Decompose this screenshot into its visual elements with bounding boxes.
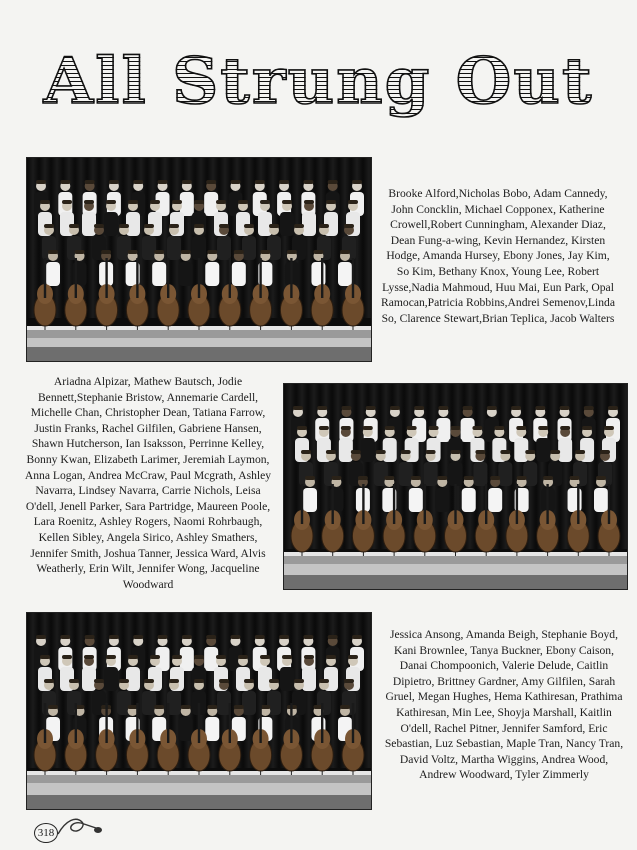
- orchestra-group-photo: [27, 613, 371, 809]
- page-title: All Strung Out: [0, 50, 637, 114]
- orchestra-photo-2: [283, 383, 628, 590]
- orchestra-group-photo: [284, 384, 627, 589]
- names-caption-3: Jessica Ansong, Amanda Beigh, Stephanie Boyd, Kani Brownlee, Tanya Buckner, Ebony Caison, Danai Chompoonich, Valerie Delude, Caitlin Dipietro, Brittney Gardner, Amy Gilfilen, Sarah Gruel, Megan Hughes, Hema Kathiresan, Prathima Kathiresan, Min Lee, Shoyja Marshall, Kaitlin O'dell, Rachel Pitner, Jennifer Samford, Eric Sebastian, Luz Sebastian, Maple Tran, Nancy Tran, David Voltz, Martha Wiggins, Andrea Wood, Andrew Woodward, Tyler Zimmerly: [384, 628, 624, 782]
- music-note-ornament-icon: [56, 812, 106, 842]
- orchestra-photo-3: [26, 612, 372, 810]
- orchestra-photo-1: [26, 157, 372, 362]
- names-caption-1: Brooke Alford,Nicholas Bobo, Adam Cannedy, John Concklin, Michael Copponex, Katherine Crowell,Robert Cunningham, Alexander Diaz, Dean Fung-a-wing, Kevin Hernandez, Kirsten Hodge, Amanda Hursey, Ebony Jones, Jay Kim, So Kim, Bethany Knox, Young Lee, Robert Lysse,Nadia Mahmoud, Huu Mai, Eun Park, Opal Ramocan,Patricia Robbins,Andrei Semenov,Linda So, Clarence Stewart,Brian Teplica, Jacob Walters: [381, 187, 615, 325]
- names-caption-2: Ariadna Alpizar, Mathew Bautsch, Jodie Bennett,Stephanie Bristow, Annemarie Cardell, Michelle Chan, Christopher Dean, Tatiana Farrow, Justin Franks, Rachel Gilfilen, Gabriene Hansen, Shawn Hutcherson, Ian Isaksson, Perrinne Kelley, Bonny Kwan, Elizabeth Larimer, Jeremiah Laymon, Anna Logan, Andrea McCraw, Paul Mcgrath, Ashley Navarra, Lindsey Navarra, Carrie Nichols, Leisa O'dell, Jenell Parker, Sara Partridge, Maureen Poole, Lara Roenitz, Ashley Rogers, Naomi Rohrbaugh, Kellen Sibley, Angela Sirico, Ashley Smathers, Jennifer Smith, Joshua Tanner, Jessica Ward, Alvis Weatherly, Erin Wilt, Jennifer Wong, Jacqueline Woodward: [24, 375, 272, 591]
- orchestra-group-photo: [27, 158, 371, 361]
- page-number: 318: [34, 823, 58, 843]
